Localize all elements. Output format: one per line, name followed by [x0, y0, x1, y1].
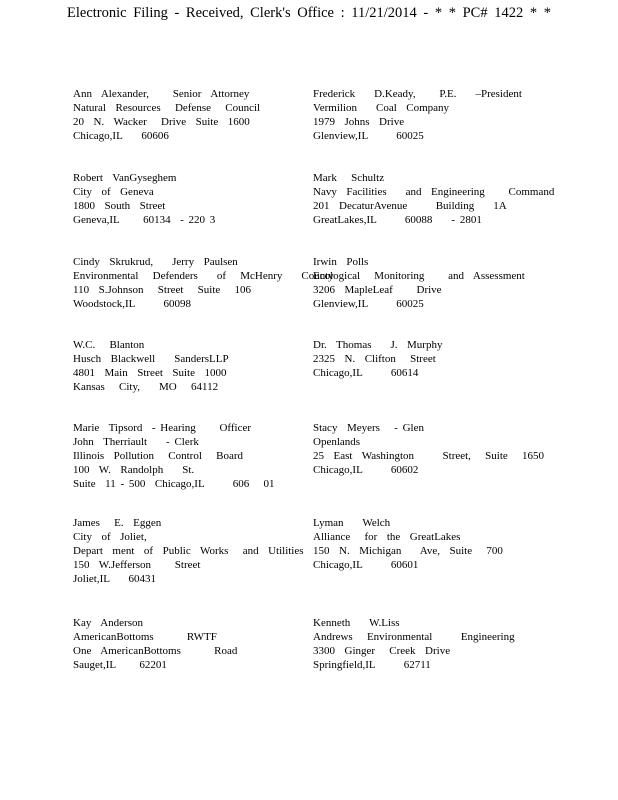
address-line: Mark Schultz [313, 172, 385, 184]
address-line: Glenview,IL 60025 [313, 130, 424, 142]
address-line: One AmericanBottoms Road [73, 645, 238, 657]
filing-stamp-header [0, 5, 618, 22]
address-block [73, 421, 275, 491]
address-block [313, 171, 554, 227]
address-line: Chicago,IL 60601 [313, 559, 419, 571]
address-line: Alliance for the GreatLakes [313, 531, 461, 543]
address-line: 150 W.Jefferson Street [73, 559, 201, 571]
address-line: Depart ment of Public Works and Utilities [73, 545, 304, 557]
address-block [313, 421, 544, 477]
address-line: Andrews Environmental Engineering [313, 631, 515, 643]
address-block [73, 616, 237, 672]
address-block [313, 87, 522, 143]
address-line: Lyman Welch [313, 517, 391, 529]
address-line: Kenneth W.Liss [313, 617, 400, 629]
address-block [73, 171, 215, 227]
address-line: Geneva,IL 60134 - 220 3 [73, 214, 216, 226]
address-line: Dr. Thomas J. Murphy [313, 339, 443, 351]
address-line: Navy Facilities and Engineering Command [313, 186, 555, 198]
address-line: Frederick D.Keady, P.E. –President [313, 88, 522, 100]
address-line: Chicago,IL 60606 [73, 130, 169, 142]
address-line: City of Joliet, [73, 531, 147, 543]
address-block [73, 338, 229, 394]
address-line: 3300 Ginger Creek Drive [313, 645, 451, 657]
address-line: 150 N. Michigan Ave, Suite 700 [313, 545, 503, 557]
address-line: 110 S.Johnson Street Suite 106 [73, 284, 252, 296]
address-line: Marie Tipsord - Hearing Officer [73, 422, 252, 434]
address-line: 201 DecaturAvenue Building 1A [313, 200, 507, 212]
filing-stamp-text: Electronic Filing - Received, Clerk's Office : 11/21/2014 - * * PC# 1422 * * [67, 5, 551, 21]
address-block [73, 87, 260, 143]
address-line: Glenview,IL 60025 [313, 298, 424, 310]
address-line: Ecological Monitoring and Assessment [313, 270, 525, 282]
address-line: Kay Anderson [73, 617, 143, 629]
address-line: Sauget,IL 62201 [73, 659, 167, 671]
address-line: Robert VanGyseghem [73, 172, 177, 184]
address-line: Springfield,IL 62711 [313, 659, 431, 671]
address-line: Irwin Polls [313, 256, 369, 268]
address-line: Openlands [313, 436, 361, 448]
address-line: Chicago,IL 60602 [313, 464, 419, 476]
address-block [73, 516, 304, 586]
address-line: 2325 N. Clifton Street [313, 353, 436, 365]
address-line: City of Geneva [73, 186, 154, 198]
address-line: Kansas City, MO 64112 [73, 381, 219, 393]
address-block [73, 255, 334, 311]
address-block [313, 338, 442, 380]
address-line: Environmental Defenders of McHenry County [73, 270, 334, 282]
address-line: Joliet,IL 60431 [73, 573, 157, 585]
address-line: W.C. Blanton [73, 339, 145, 351]
address-line: 1979 Johns Drive [313, 116, 405, 128]
address-block [313, 255, 525, 311]
address-line: Cindy Skrukrud, Jerry Paulsen [73, 256, 238, 268]
address-line: Woodstock,IL 60098 [73, 298, 191, 310]
address-line: Ann Alexander, Senior Attorney [73, 88, 250, 100]
address-line: 25 East Washington Street, Suite 1650 [313, 450, 545, 462]
address-line: 1800 South Street [73, 200, 166, 212]
address-line: John Therriault - Clerk [73, 436, 199, 448]
address-line: 20 N. Wacker Drive Suite 1600 [73, 116, 250, 128]
address-block [313, 516, 503, 572]
address-line: 3206 MapleLeaf Drive [313, 284, 442, 296]
address-line: 4801 Main Street Suite 1000 [73, 367, 227, 379]
address-block [313, 616, 515, 672]
address-line: GreatLakes,IL 60088 - 2801 [313, 214, 482, 226]
address-line: Chicago,IL 60614 [313, 367, 419, 379]
address-line: Suite 11 - 500 Chicago,IL 606 01 [73, 478, 275, 490]
address-line: Natural Resources Defense Council [73, 102, 261, 114]
address-line: Vermilion Coal Company [313, 102, 450, 114]
address-line: James E. Eggen [73, 517, 162, 529]
address-line: AmericanBottoms RWTF [73, 631, 217, 643]
address-line: Illinois Pollution Control Board [73, 450, 244, 462]
address-line: Stacy Meyers - Glen [313, 422, 424, 434]
address-line: Husch Blackwell SandersLLP [73, 353, 229, 365]
address-line: 100 W. Randolph St. [73, 464, 195, 476]
